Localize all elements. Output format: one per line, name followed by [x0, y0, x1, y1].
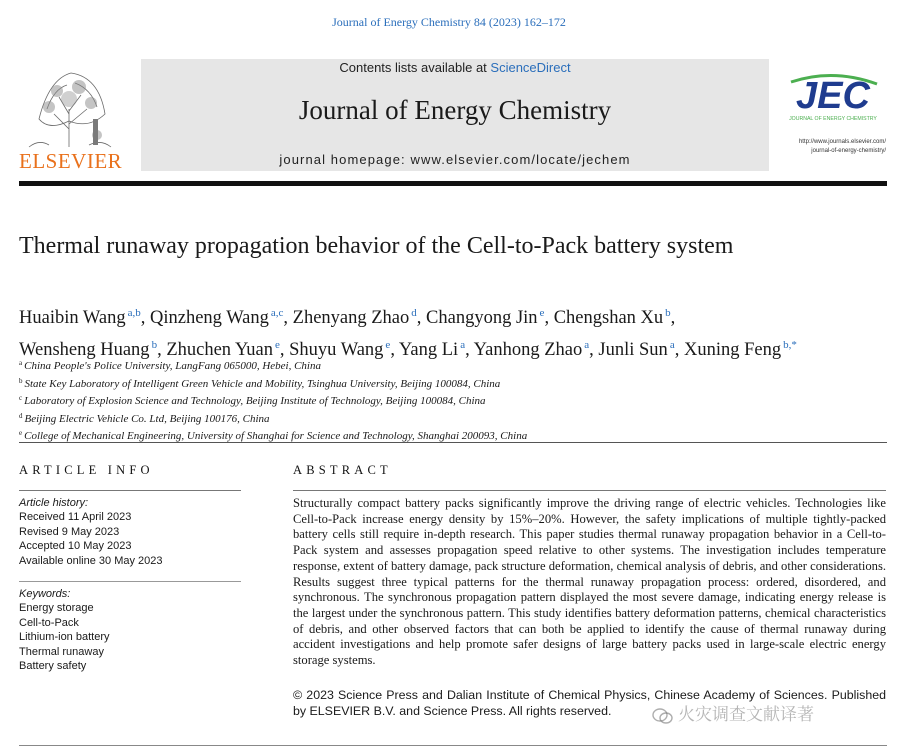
affiliation-item	[19, 356, 879, 374]
affiliation-key: b	[19, 376, 23, 385]
affiliation-text: Laboratory of Explosion Science and Technology, Beijing Institute of Technology, Beijing 100084, China	[24, 395, 486, 407]
history-item: Received 11 April 2023	[19, 511, 132, 524]
journal-url-line2: journal-of-energy-chemistry/	[811, 148, 886, 154]
author-name[interactable]: Shuyu Wang	[289, 340, 384, 360]
affiliation-item	[19, 391, 879, 409]
author-affiliation-sup[interactable]: e	[539, 307, 545, 319]
author-list: Huaibin Wang $^{a,b}$, Qinzheng Wang $^{a,c}$, Zhenyang Zhao $^d$, Changyong Jin $^e$, Chengshan Xu $^b$, Wensheng Huang $^b$, Zhuchen Yuan $^e$, Shuyu Wang $^e$, Yang Li $^a$, Yanhong Zhao $^a$, Junli Sun $^a$, Xuning Feng $^{b,*}$	[19, 307, 797, 360]
journal-homepage-line	[141, 152, 769, 167]
author-affiliation-sup[interactable]: e	[275, 339, 280, 351]
author-name[interactable]: Yang Li	[398, 340, 459, 360]
author-name[interactable]: Xuning Feng	[683, 340, 782, 360]
affiliation-item	[19, 426, 879, 444]
journal-url[interactable]	[760, 138, 886, 156]
author-affiliation-sup[interactable]: a,b	[127, 307, 141, 319]
wechat-icon	[652, 707, 674, 725]
homepage-prefix: journal homepage:	[279, 152, 411, 167]
affiliation-text: College of Mechanical Engineering, University of Shanghai for Science and Technology, Shanghai 200093, China	[24, 430, 528, 442]
article-history	[19, 496, 241, 568]
abstract-rule	[293, 490, 886, 491]
author-affiliation-sup[interactable]: e	[385, 339, 391, 351]
affiliation-text: China People's Police University, LangFang 065000, Hebei, China	[24, 360, 321, 372]
article-title: Thermal runaway propagation behavior of the Cell-to-Pack battery system	[19, 233, 734, 259]
author-name[interactable]: Changyong Jin	[426, 308, 538, 328]
author-affiliation-sup[interactable]: b	[665, 307, 671, 319]
keyword-item[interactable]: Cell-to-Pack	[19, 616, 79, 629]
author-name[interactable]: Yanhong Zhao	[473, 340, 583, 360]
keyword-item[interactable]: Energy storage	[19, 602, 94, 615]
affiliation-item	[19, 374, 879, 392]
bottom-rule	[19, 745, 887, 746]
keywords-block	[19, 587, 241, 673]
affiliation-rule	[19, 442, 887, 443]
author-name[interactable]: Huaibin Wang	[19, 308, 126, 328]
author-affiliation-sup[interactable]: a	[584, 339, 590, 351]
article-info-rule	[19, 490, 241, 491]
jec-logo-subtitle: JOURNAL OF ENERGY CHEMISTRY	[789, 116, 877, 122]
watermark	[652, 700, 892, 724]
elsevier-wordmark: ELSEVIER	[19, 149, 123, 173]
author-name[interactable]: Junli Sun	[598, 340, 668, 360]
author-name[interactable]: Qinzheng Wang	[149, 308, 269, 328]
copyright-notice: © 2023 Science Press and Dalian Institute of Chemical Physics, Chinese Academy of Sciences. Published by ELSEVIER B.V. and Science Press. All rights reserved.	[293, 688, 886, 718]
contents-line	[141, 60, 769, 75]
history-label: Article history:	[19, 497, 89, 509]
author-name[interactable]: Zhenyang Zhao	[292, 308, 410, 328]
keyword-item[interactable]: Lithium-ion battery	[19, 631, 110, 644]
affiliation-key: c	[19, 394, 23, 402]
author-name[interactable]: Chengshan Xu	[553, 308, 664, 328]
abstract-heading: ABSTRACT	[293, 463, 392, 477]
affiliation-key: d	[19, 411, 23, 420]
keywords-label: Keywords:	[19, 588, 71, 600]
jec-logo	[777, 70, 889, 130]
author-name[interactable]: Zhuchen Yuan	[166, 340, 273, 360]
keyword-item[interactable]: Battery safety	[19, 660, 87, 673]
jec-logo-text: JEC	[796, 75, 870, 117]
header-rule	[19, 181, 887, 186]
journal-citation[interactable]: Journal of Energy Chemistry 84 (2023) 162–172	[332, 15, 566, 29]
author-affiliation-sup[interactable]: a	[669, 339, 675, 351]
author-affiliation-sup[interactable]: d	[411, 307, 417, 319]
author-affiliation-sup[interactable]: b	[151, 339, 158, 351]
affiliation-list	[19, 356, 879, 444]
author-affiliation-sup[interactable]: a	[460, 339, 466, 351]
history-item: Accepted 10 May 2023	[19, 540, 132, 553]
sciencedirect-link[interactable]: ScienceDirect	[490, 60, 571, 75]
keyword-item[interactable]: Thermal runaway	[19, 645, 104, 658]
abstract-text: Structurally compact battery packs significantly improve the driving range of electric vehicles. Technologies like Cell-to-Pack increase energy density by 15%–20%. However, the safety implications of multiple tightly-packed battery cells still require in-depth research. This paper studies thermal runaway propagation behavior in a Cell-to-Pack system and assesses propagation speed relative to other systems. The investigation includes temperature response, extent of battery damage, pack structure deformation, chemical analysis of debris, and other considerations. Results suggest three typical patterns for the thermal runaway propagation process: ordered, disordered, and synchronous. The synchronous propagation pattern displayed the most severe damage, indicating energy release is the largest under the synchronous pattern. This study identifies battery deformation patterns, chemical characteristics of debris, and other observed factors that can both be applied to identify the cause of thermal runaway during accident investigations and help promote safer designs of large battery packs used in large-scale electric energy storage systems.	[293, 496, 886, 668]
affiliation-key: e	[19, 429, 23, 437]
watermark-text: 火灾调查文献译著	[678, 705, 814, 724]
author-name[interactable]: Wensheng Huang	[19, 340, 150, 360]
affiliation-item	[19, 409, 879, 427]
history-rule	[19, 581, 241, 582]
journal-name: Journal of Energy Chemistry	[298, 95, 612, 125]
affiliation-text: Beijing Electric Vehicle Co. Ltd, Beijing 100176, China	[24, 412, 270, 425]
author-affiliation-sup[interactable]: a,c	[270, 307, 284, 319]
contents-prefix: Contents lists available at	[339, 60, 491, 75]
article-info-heading: ARTICLE INFO	[19, 463, 154, 477]
affiliation-text: State Key Laboratory of Intelligent Green Vehicle and Mobility, Tsinghua University, Beijing 100084, China	[24, 377, 501, 390]
journal-url-line1: http://www.journals.elsevier.com/	[798, 139, 886, 145]
history-item: Revised 9 May 2023	[19, 525, 120, 538]
author-affiliation-sup[interactable]: b,*	[783, 339, 797, 351]
homepage-url[interactable]: www.elsevier.com/locate/jechem	[410, 152, 631, 167]
affiliation-key: a	[19, 359, 23, 367]
history-item: Available online 30 May 2023	[19, 554, 163, 567]
